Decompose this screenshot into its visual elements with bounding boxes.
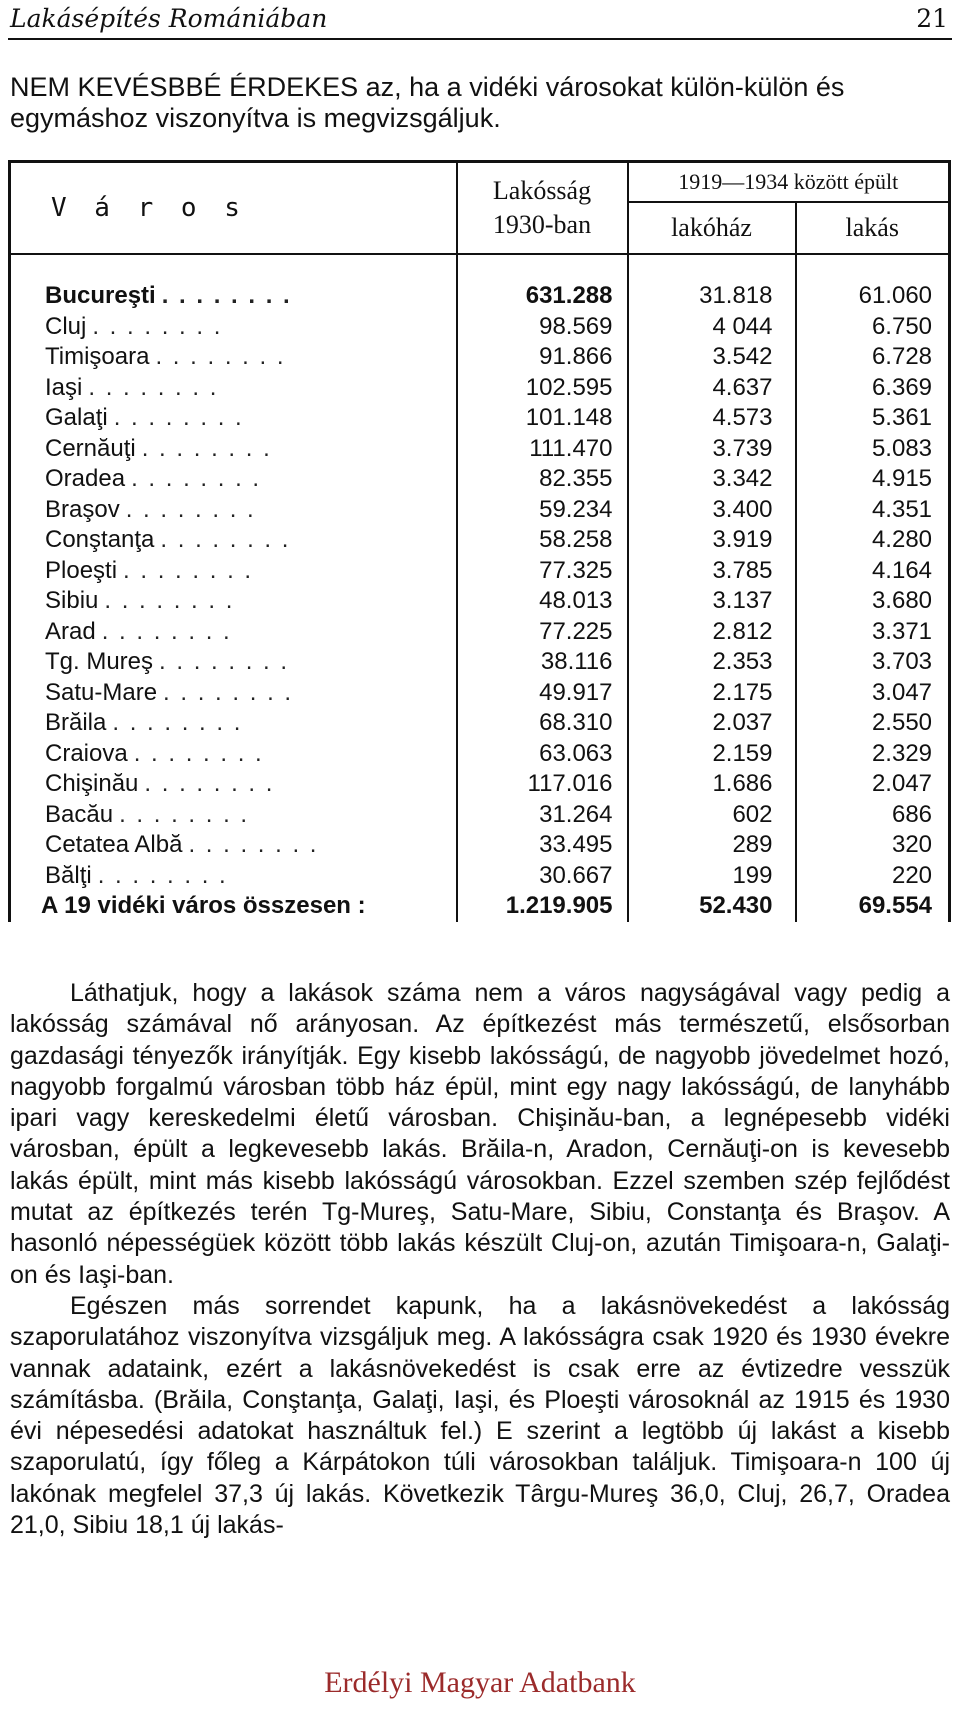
header-population-line2: 1930-ban [492, 210, 592, 239]
cell-population: 101.148 [457, 403, 628, 434]
cell-population: 63.063 [457, 739, 628, 770]
cell-houses: 2.353 [628, 647, 796, 678]
cell-houses: 3.785 [628, 556, 796, 587]
cell-population: 111.470 [457, 434, 628, 465]
table-row [10, 708, 950, 739]
table-row [10, 403, 950, 434]
leader-dots: . . . . . . . . [104, 587, 235, 615]
table-row [10, 678, 950, 709]
cell-city [10, 739, 457, 770]
city-name: Arad [45, 617, 96, 645]
cell-population: 31.264 [457, 800, 628, 831]
intro-paragraph [10, 72, 940, 134]
cell-flats: 320 [796, 830, 950, 861]
city-name: Conştanţa [45, 526, 155, 554]
table-row [10, 342, 950, 373]
city-name: Chişinău [45, 770, 139, 798]
table-row [10, 617, 950, 648]
leader-dots: . . . . . . . . [112, 709, 243, 737]
cell-flats: 686 [796, 800, 950, 831]
intro-lead: NEM KEVÉSBBÉ ÉRDEKES [10, 72, 359, 102]
table-row [10, 312, 950, 343]
city-name: Cluj [45, 312, 87, 340]
cell-city [10, 800, 457, 831]
header-rule [8, 38, 952, 40]
cell-city [10, 861, 457, 892]
table-row [10, 373, 950, 404]
leader-dots: . . . . . . . . [123, 556, 254, 584]
cell-houses: 2.812 [628, 617, 796, 648]
cell-population: 631.288 [457, 281, 628, 312]
cell-population: 98.569 [457, 312, 628, 343]
cell-houses: 4.637 [628, 373, 796, 404]
cell-city [10, 495, 457, 526]
cell-houses: 31.818 [628, 281, 796, 312]
table-body [10, 254, 950, 922]
city-name: Cernăuţi [45, 434, 136, 462]
cell-flats: 4.351 [796, 495, 950, 526]
cell-houses: 3.542 [628, 342, 796, 373]
cell-houses: 1.686 [628, 769, 796, 800]
table-row [10, 800, 950, 831]
city-name: Cetatea Albă [45, 831, 183, 859]
cell-houses: 4.573 [628, 403, 796, 434]
cell-population: 59.234 [457, 495, 628, 526]
city-name: Braşov [45, 495, 120, 523]
leader-dots: . . . . . . . . [188, 831, 319, 859]
table-row [10, 769, 950, 800]
leader-dots: . . . . . . . . [92, 312, 223, 340]
table-row [10, 495, 950, 526]
cell-flats: 4.280 [796, 525, 950, 556]
cell-flats: 2.329 [796, 739, 950, 770]
cell-flats: 5.361 [796, 403, 950, 434]
table-total-row [10, 891, 950, 922]
cell-city [10, 647, 457, 678]
cell-population: 49.917 [457, 678, 628, 709]
cell-city [10, 464, 457, 495]
running-head [10, 4, 948, 38]
housing-table [8, 160, 951, 922]
cell-city [10, 678, 457, 709]
body-text [10, 978, 950, 1541]
leader-dots: . . . . . . . . [144, 770, 275, 798]
cell-population: 58.258 [457, 525, 628, 556]
cell-city [10, 312, 457, 343]
leader-dots: . . . . . . . . [141, 434, 272, 462]
cell-flats: 4.915 [796, 464, 950, 495]
cell-city [10, 373, 457, 404]
cell-population: 48.013 [457, 586, 628, 617]
cell-flats: 6.728 [796, 342, 950, 373]
cell-houses: 4 044 [628, 312, 796, 343]
header-houses: lakóház [628, 202, 796, 254]
body-paragraph-1: Láthatjuk, hogy a lakások száma nem a város nagyságával vagy pedig a lakósság számával nő arányosan. Az építkezést más természetű, elsősorban gazdasági tényezők irányítják. Egy kisebb lakósságú, de nagyobb jövedelmet hozó, nagyobb forgalmú városban több ház épül, mint egy nagy lakósságú, de lanyhább ipari vagy kereskedelmi életű városban. Chişinău-ban, a legnépesebb vidéki városban, épült a legkevesebb lakás. Brăila-n, Aradon, Cernăuţi-on is kevesebb lakás épült, mint más kisebb lakósságú városokban. Ezzel szemben szép fejlődést mutat az építkezés terén Tg-Mureş, Satu-Mare, Sibiu, Constanţa és Braşov. A hasonló népességüek között több lakás készült Cluj-on, azután Timişoara-n, Galaţi-on és Iaşi-ban. [10, 979, 950, 1289]
leader-dots: . . . . . . . . [113, 404, 244, 432]
cell-flats: 3.047 [796, 678, 950, 709]
table-row [10, 861, 950, 892]
leader-dots: . . . . . . . . [125, 495, 256, 523]
table-row [10, 739, 950, 770]
leader-dots: . . . . . . . . [161, 282, 292, 310]
cell-city [10, 830, 457, 861]
leader-dots: . . . . . . . . [160, 526, 291, 554]
total-population: 1.219.905 [457, 891, 628, 922]
city-name: Timişoara [45, 343, 150, 371]
leader-dots: . . . . . . . . [88, 373, 219, 401]
leader-dots: . . . . . . . . [131, 465, 262, 493]
table-row [10, 281, 950, 312]
cell-flats: 4.164 [796, 556, 950, 587]
table-row [10, 464, 950, 495]
header-built-period: 1919—1934 között épült [628, 162, 950, 203]
table-row [10, 830, 950, 861]
cell-city [10, 434, 457, 465]
cell-city [10, 556, 457, 587]
cell-flats: 6.369 [796, 373, 950, 404]
city-name: Iaşi [45, 373, 83, 401]
city-name: Bălţi [45, 861, 92, 889]
table-row [10, 556, 950, 587]
leader-dots: . . . . . . . . [133, 739, 264, 767]
cell-flats: 5.083 [796, 434, 950, 465]
city-name: Oradea [45, 465, 126, 493]
cell-flats: 3.371 [796, 617, 950, 648]
cell-houses: 289 [628, 830, 796, 861]
cell-city [10, 525, 457, 556]
cell-city [10, 617, 457, 648]
cell-flats: 2.047 [796, 769, 950, 800]
cell-population: 77.225 [457, 617, 628, 648]
leader-dots: . . . . . . . . [163, 678, 294, 706]
table-row [10, 647, 950, 678]
page-number: 21 [916, 4, 948, 33]
cell-city [10, 769, 457, 800]
cell-city [10, 403, 457, 434]
cell-population: 82.355 [457, 464, 628, 495]
housing-table-container [8, 160, 948, 944]
city-name: Ploeşti [45, 556, 118, 584]
city-name: Craiova [45, 739, 128, 767]
cell-population: 38.116 [457, 647, 628, 678]
leader-dots: . . . . . . . . [119, 800, 250, 828]
cell-population: 33.495 [457, 830, 628, 861]
table-row [10, 586, 950, 617]
cell-houses: 3.919 [628, 525, 796, 556]
city-name: Satu-Mare [45, 678, 158, 706]
header-population [457, 162, 628, 255]
cell-houses: 3.342 [628, 464, 796, 495]
leader-dots: . . . . . . . . [155, 343, 286, 371]
header-flats: lakás [796, 202, 950, 254]
cell-city [10, 586, 457, 617]
city-name: Sibiu [45, 587, 99, 615]
cell-population: 102.595 [457, 373, 628, 404]
city-name: Bacău [45, 800, 114, 828]
city-name: Bucureşti [45, 282, 156, 310]
cell-houses: 3.400 [628, 495, 796, 526]
cell-houses: 2.037 [628, 708, 796, 739]
cell-city [10, 342, 457, 373]
city-name: Galaţi [45, 404, 108, 432]
leader-dots: . . . . . . . . [97, 861, 228, 889]
cell-flats: 6.750 [796, 312, 950, 343]
city-name: Tg. Mureş [45, 648, 154, 676]
total-flats: 69.554 [796, 891, 950, 922]
cell-houses: 199 [628, 861, 796, 892]
total-houses: 52.430 [628, 891, 796, 922]
table-spacer [10, 254, 950, 281]
intro-rest: az, ha a vidéki városokat külön-külön és egymáshoz viszonyítva is megvizsgáljuk. [10, 72, 845, 133]
leader-dots: . . . . . . . . [159, 648, 290, 676]
cell-flats: 3.680 [796, 586, 950, 617]
cell-flats: 2.550 [796, 708, 950, 739]
cell-population: 91.866 [457, 342, 628, 373]
body-paragraph-2: Egészen más sorrendet kapunk, ha a lakásnövekedést a lakósság szaporulatához viszonyítva vizsgáljuk meg. A lakósságra csak 1920 és 1930 évekre vannak adataink, ezért a lakásnövekedést is csak erre az évtizedre vesszük számításba. (Brăila, Conştanţa, Galaţi, Iaşi, és Ploeşti városoknál az 1915 és 1930 évi népesedési adatokat használtuk fel.) E szerint a legtöbb új lakást a kisebb szaporulatú, így főleg a Kárpátokon túli városokban találjuk. Timişoara-n 100 új lakónak megfelel 37,3 új lakás. Következik Târgu-Mureş 36,0, Cluj, 26,7, Oradea 21,0, Sibiu 18,1 új lakás- [10, 1291, 950, 1540]
cell-population: 117.016 [457, 769, 628, 800]
cell-city [10, 281, 457, 312]
cell-houses: 3.137 [628, 586, 796, 617]
cell-population: 77.325 [457, 556, 628, 587]
cell-flats: 220 [796, 861, 950, 892]
total-label: A 19 vidéki város összesen : [10, 891, 457, 922]
cell-flats: 61.060 [796, 281, 950, 312]
running-head-title: Lakásépítés Romániában [10, 4, 328, 33]
cell-flats: 3.703 [796, 647, 950, 678]
leader-dots: . . . . . . . . [101, 617, 232, 645]
cell-city [10, 708, 457, 739]
header-city: V á r o s [10, 162, 457, 255]
table-row [10, 434, 950, 465]
cell-houses: 2.159 [628, 739, 796, 770]
cell-houses: 2.175 [628, 678, 796, 709]
cell-houses: 602 [628, 800, 796, 831]
cell-population: 68.310 [457, 708, 628, 739]
cell-population: 30.667 [457, 861, 628, 892]
footer-watermark: Erdélyi Magyar Adatbank [324, 1666, 636, 1699]
header-population-line1: Lakósság [492, 176, 592, 205]
city-name: Brăila [45, 709, 107, 737]
cell-houses: 3.739 [628, 434, 796, 465]
table-row [10, 525, 950, 556]
